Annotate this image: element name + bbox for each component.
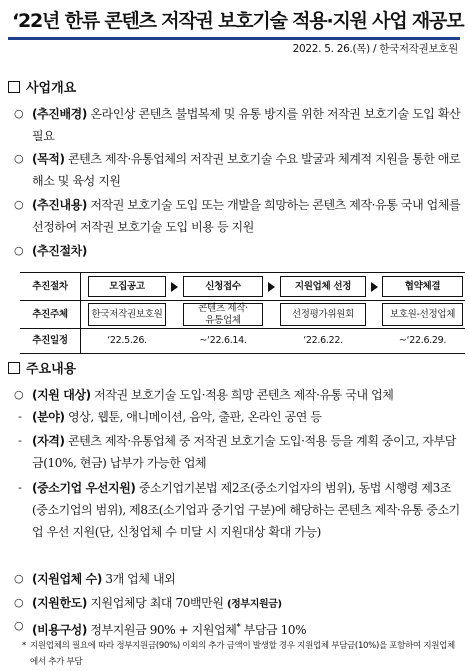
row-label-procedure: 추진절차: [32, 280, 68, 292]
bullet-sme-priority: - (중소기업 우선지원) 중소기업기본법 제2조(중소기업자의 범위), 동법 시행령 제3조(중소기업의 범위), 제8조(소기업과 중기업 구분)에 해당하는 콘텐츠 제작·유통 중소기업 우선 지원(단, 신청업체 수 미달 시 지원대상 확대 가능): [18, 477, 462, 543]
section-heading-overview: 사업개요: [8, 80, 76, 98]
bullet-fields: - (분야) 영상, 웹툰, 애니메이션, 음악, 출판, 온라인 공연 등: [18, 406, 462, 428]
step-owner: 선정평가위원회: [280, 303, 366, 326]
section-heading-main-content: 주요내용: [8, 361, 76, 379]
row-label-owner: 추진주체: [32, 308, 68, 320]
dash-bullet-icon: -: [18, 434, 22, 447]
bullet-content: ○ (추진내용) 저작권 보호기술 도입 또는 개발을 희망하는 콘텐츠 제작·유통 국내 업체를 선정하여 저작권 보호기술 도입 비용 등 지원: [14, 194, 462, 238]
step-selection: 지원업체 선정: [280, 276, 366, 297]
bullet-company-count: ○ (지원업체 수) 3개 업체 내외: [14, 568, 462, 590]
title-underline: [8, 37, 460, 40]
circle-bullet-icon: ○: [14, 244, 24, 257]
bullet-eligibility: - (자격) 콘텐츠 제작·유통업체 중 저작권 보호기술 도입·적용 등을 계획 중이고, 자부담금(10%, 현금) 납부가 가능한 업체: [18, 430, 462, 474]
step-owner: 한국저작권보호원: [88, 303, 166, 326]
step-schedule: ~‘22.6.14.: [199, 335, 247, 346]
bullet-background: ○ (추진배경) 온라인상 콘텐츠 불법복제 및 유통 방지를 위한 저작권 보호기술 도입 확산 필요: [14, 103, 462, 147]
arrow-right-icon: [171, 282, 178, 292]
step-announcement: 모집공고: [88, 276, 166, 297]
dash-bullet-icon: -: [18, 481, 22, 494]
step-application: 신청접수: [183, 276, 263, 297]
bullet-support-limit: ○ (지원한도) 지원업체당 최대 70백만원 (정부지원금): [14, 592, 462, 616]
step-schedule: ~‘22.6.29.: [398, 335, 447, 346]
arrow-right-icon: [371, 282, 378, 292]
step-schedule: ‘22.6.22.: [303, 335, 343, 346]
circle-bullet-icon: ○: [14, 596, 24, 609]
dash-bullet-icon: -: [18, 410, 22, 423]
footnote-mark: *: [22, 641, 26, 651]
circle-bullet-icon: ○: [14, 198, 24, 211]
bullet-cost-structure: ○ (비용구성) 정부지원금 90% + 지원업체* 부담금 10%: [14, 615, 462, 641]
page-title: ‘22년 한류 콘텐츠 저작권 보호기술 적용·지원 사업 재공모: [12, 10, 464, 32]
procedure-table: [20, 272, 465, 354]
bullet-purpose: ○ (목적) 콘텐츠 제작·유통업체의 저작권 보호기술 수요 발굴과 체계적 지원을 통한 애로 해소 및 육성 지원: [14, 148, 462, 192]
circle-bullet-icon: ○: [14, 572, 24, 585]
step-owner: 보호원-선정업체: [382, 303, 463, 326]
row-label-schedule: 추진일정: [32, 335, 68, 346]
bullet-target: ○ (지원 대상) 저작권 보호기술 도입·적용 희망 콘텐츠 제작·유통 국내 업체: [14, 384, 462, 406]
circle-bullet-icon: ○: [14, 107, 24, 120]
bullet-procedure: ○ (추진절차): [14, 240, 462, 262]
step-schedule: ‘22.5.26.: [107, 335, 147, 346]
circle-bullet-icon: ○: [14, 152, 24, 165]
square-bullet-icon: [8, 362, 20, 374]
footnote: * 지원업체의 필요에 따라 정부지원금(90%) 이외의 추가 금액이 발생할 경우 지원업체 부담금(10%)을 포함하여 지원업체에서 추가 부담: [30, 638, 462, 670]
table-divider: [80, 273, 81, 353]
step-owner: 콘텐츠 제작· 유통업체: [183, 303, 263, 326]
circle-bullet-icon: ○: [14, 388, 24, 401]
step-agreement: 협약체결: [382, 276, 463, 297]
circle-bullet-icon: ○: [14, 619, 24, 632]
arrow-right-icon: [268, 282, 275, 292]
square-bullet-icon: [8, 81, 20, 93]
table-divider: [20, 300, 465, 301]
table-divider: [20, 328, 465, 329]
date-publisher-line: 2022. 5. 26.(목) / 한국저작권보호원: [292, 43, 458, 55]
